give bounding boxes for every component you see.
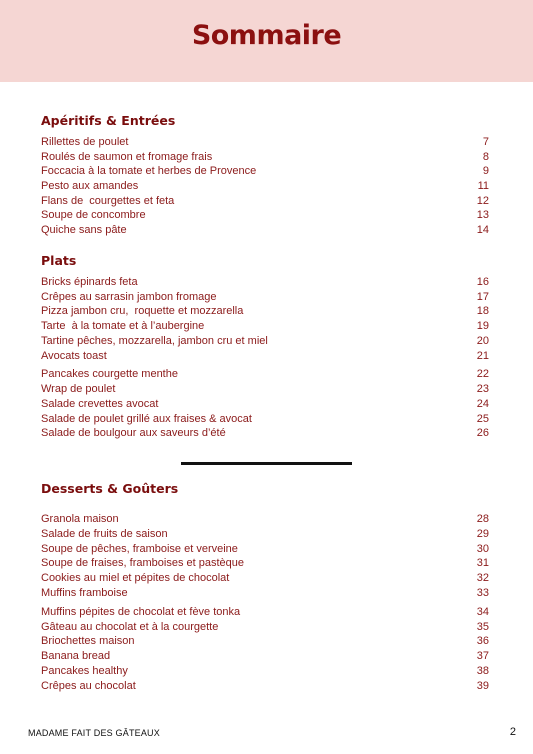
toc-entry-name: Soupe de concombre bbox=[41, 209, 146, 221]
toc-entry-page: 24 bbox=[476, 398, 489, 410]
toc-entry-name: Avocats toast bbox=[41, 350, 107, 362]
toc-entry-name: Gâteau au chocolat et à la courgette bbox=[41, 621, 219, 633]
toc-entry[interactable] bbox=[41, 179, 489, 194]
toc-entry[interactable] bbox=[41, 275, 489, 290]
toc-entry[interactable] bbox=[41, 397, 489, 412]
toc-entry-page: 37 bbox=[476, 650, 489, 662]
section-title-desserts: Desserts & Goûters bbox=[41, 481, 179, 496]
toc-entry[interactable] bbox=[41, 634, 489, 649]
toc-entry-name: Soupe de fraises, framboises et pastèque bbox=[41, 557, 245, 569]
toc-entry-page: 26 bbox=[476, 427, 489, 439]
toc-entry-page: 33 bbox=[476, 587, 489, 599]
toc-entry-name: Rillettes de poulet bbox=[41, 136, 129, 148]
toc-entry-page: 31 bbox=[476, 557, 489, 569]
toc-entry[interactable] bbox=[41, 620, 489, 635]
toc-entry-page: 38 bbox=[476, 665, 489, 677]
toc-entry-name: Crêpes au chocolat bbox=[41, 680, 136, 692]
toc-entry-page: 13 bbox=[476, 209, 489, 221]
toc-entry-page: 18 bbox=[476, 305, 489, 317]
toc-entry-name: Granola maison bbox=[41, 513, 119, 525]
toc-entry-name: Roulés de saumon et fromage frais bbox=[41, 151, 213, 163]
toc-entry-name: Muffins pépites de chocolat et fève tonka bbox=[41, 606, 241, 618]
footer-brand: MADAME FAIT DES GÂTEAUX bbox=[28, 728, 160, 738]
toc-entry[interactable] bbox=[41, 605, 489, 620]
toc-entry[interactable] bbox=[41, 290, 489, 305]
toc-entry-name: Banana bread bbox=[41, 650, 111, 662]
section-divider bbox=[181, 462, 352, 465]
toc-entry-name: Tarte à la tomate et à l’aubergine bbox=[41, 320, 205, 332]
toc-entry-name: Cookies au miel et pépites de chocolat bbox=[41, 572, 230, 584]
toc-entry-page: 23 bbox=[476, 383, 489, 395]
toc-entry-name: Salade de fruits de saison bbox=[41, 528, 168, 540]
toc-entry[interactable] bbox=[41, 679, 489, 694]
section-title-aperitifs: Apéritifs & Entrées bbox=[41, 113, 176, 128]
toc-entry[interactable] bbox=[41, 556, 489, 571]
toc-entry-page: 39 bbox=[476, 680, 489, 692]
toc-entry-name: Flans de courgettes et feta bbox=[41, 195, 175, 207]
toc-entry-name: Wrap de poulet bbox=[41, 383, 116, 395]
toc-entry-page: 29 bbox=[476, 528, 489, 540]
toc-entry-name: Salade de boulgour aux saveurs d’été bbox=[41, 427, 226, 439]
toc-entry[interactable] bbox=[41, 664, 489, 679]
toc-entry-name: Soupe de pêches, framboise et verveine bbox=[41, 543, 238, 555]
toc-entry[interactable] bbox=[41, 194, 489, 209]
toc-entry-name: Pesto aux amandes bbox=[41, 180, 139, 192]
toc-entry-page: 17 bbox=[476, 291, 489, 303]
toc-entry-page: 20 bbox=[476, 335, 489, 347]
toc-entry-name: Salade crevettes avocat bbox=[41, 398, 159, 410]
toc-entry-page: 35 bbox=[476, 621, 489, 633]
toc-entry-name: Foccacia à la tomate et herbes de Provence bbox=[41, 165, 257, 177]
toc-entry-name: Quiche sans pâte bbox=[41, 224, 127, 236]
toc-entry[interactable] bbox=[41, 164, 489, 179]
toc-entry-page: 32 bbox=[476, 572, 489, 584]
toc-entry-name: Bricks épinards feta bbox=[41, 276, 138, 288]
toc-entry-page: 22 bbox=[476, 368, 489, 380]
toc-entry-page: 14 bbox=[476, 224, 489, 236]
toc-entry[interactable] bbox=[41, 349, 489, 364]
toc-entry-page: 30 bbox=[476, 543, 489, 555]
toc-entry[interactable] bbox=[41, 571, 489, 586]
toc-entry-name: Salade de poulet grillé aux fraises & avocat bbox=[41, 413, 252, 425]
toc-entry-name: Briochettes maison bbox=[41, 635, 135, 647]
toc-entry-page: 12 bbox=[476, 195, 489, 207]
toc-entry-name: Tartine pêches, mozzarella, jambon cru et miel bbox=[41, 335, 268, 347]
toc-entry[interactable] bbox=[41, 334, 489, 349]
toc-entry-name: Pizza jambon cru, roquette et mozzarella bbox=[41, 305, 244, 317]
toc-entry-page: 28 bbox=[476, 513, 489, 525]
toc-entry[interactable] bbox=[41, 135, 489, 150]
toc-entry-name: Pancakes healthy bbox=[41, 665, 128, 677]
toc-entry[interactable] bbox=[41, 382, 489, 397]
toc-entry-page: 34 bbox=[476, 606, 489, 618]
toc-entry-page: 36 bbox=[476, 635, 489, 647]
toc-entry-name: Pancakes courgette menthe bbox=[41, 368, 178, 380]
section-title-plats: Plats bbox=[41, 253, 77, 268]
toc-entry-name: Crêpes au sarrasin jambon fromage bbox=[41, 291, 217, 303]
header-banner bbox=[0, 0, 533, 82]
toc-entry-page: 25 bbox=[476, 413, 489, 425]
toc-entry[interactable] bbox=[41, 542, 489, 557]
toc-entry-page: 8 bbox=[482, 151, 489, 163]
toc-entry-page: 19 bbox=[476, 320, 489, 332]
toc-entry-page: 7 bbox=[482, 136, 489, 148]
toc-entry[interactable] bbox=[41, 223, 489, 238]
toc-entry[interactable] bbox=[41, 512, 489, 527]
toc-entry-page: 11 bbox=[477, 180, 489, 192]
toc-entry[interactable] bbox=[41, 319, 489, 334]
toc-entry[interactable] bbox=[41, 412, 489, 427]
toc-entry-page: 9 bbox=[482, 165, 489, 177]
toc-entry[interactable] bbox=[41, 649, 489, 664]
toc-entry[interactable] bbox=[41, 367, 489, 382]
toc-entry[interactable] bbox=[41, 586, 489, 601]
toc-entry[interactable] bbox=[41, 527, 489, 542]
footer-page-number: 2 bbox=[509, 726, 516, 738]
toc-entry[interactable] bbox=[41, 426, 489, 441]
toc-entry[interactable] bbox=[41, 150, 489, 165]
toc-entry-name: Muffins framboise bbox=[41, 587, 128, 599]
toc-entry-page: 21 bbox=[476, 350, 489, 362]
toc-entry[interactable] bbox=[41, 208, 489, 223]
toc-entry[interactable] bbox=[41, 304, 489, 319]
page-title: Sommaire bbox=[191, 20, 342, 51]
toc-entry-page: 16 bbox=[476, 276, 489, 288]
